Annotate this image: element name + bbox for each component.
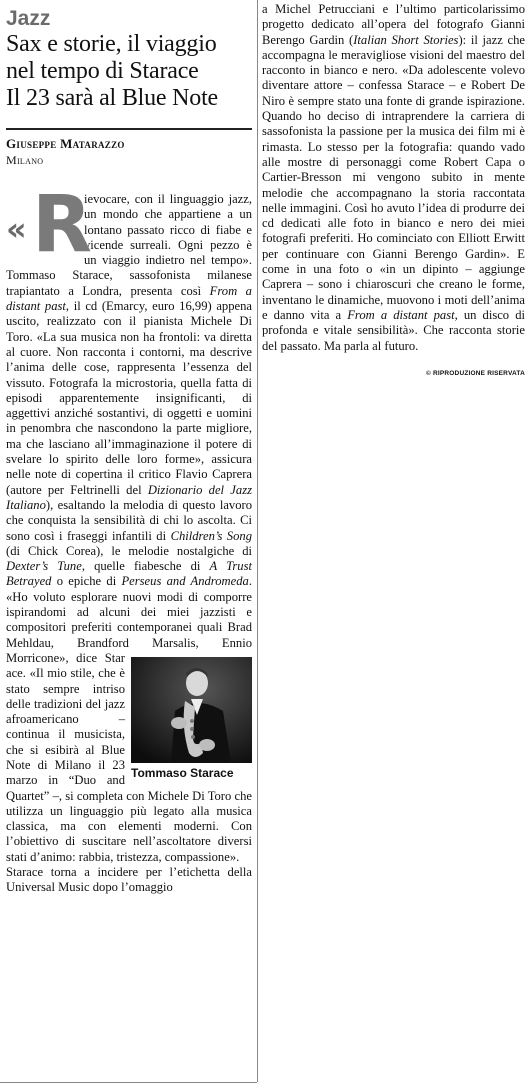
drop-cap <box>6 180 93 270</box>
drop-cap-letter: R <box>32 180 93 270</box>
bottom-rule <box>0 1082 257 1083</box>
article-body-left <box>6 180 252 896</box>
column-divider <box>257 0 258 1082</box>
paragraph: Starace torna a incidere per l’etichetta della Universal Music dopo l’omaggio <box>6 865 252 895</box>
paragraph: ievocare, con il linguaggio jazz, un mondo che appartiene a un lontano passato ricco di fiabe e vicende surreali. Ogni pezzo è un viaggio indietro nel tempo». Tommaso Starace, sassofonista milanese trapiantato a Londra, presenta così From a distant past, il cd (Emarcy, euro 16,99) appena uscito, realizzato con il pianista Michele Di Toro. «La sua musica non ha frontoli: va diretta al cuore. Non racconta i contorni, ma descrive l’anima delle cose, rappresenta l’essenza del vissuto. Fotografa la microstoria, quella fatta di episodi apparentemente insignificanti, di aggettivi anziché sostantivi, di oggetti e uomini in penombra che nascondono la parte migliore, ma che lasciano all’immaginazione il potere di svelare lo spirito delle loro forme», assicura nelle note di copertina il critico Flavio Caprera (autore per Feltrinelli del Dizionario del Jazz Italiano), esaltando la melodia di questo lavoro che conquista la sensibilità di chi lo ascolta. Ci sono così i fraseggi infantili di Children’s Song (di Chick Corea), le melodie nostalgiche di Dexter’s Tune, quelle fiabesche di A Trust Betrayed o epiche di Perseus and Andromeda. «Ho voluto esplorare nuovi modi di comporre ispirandomi ad alcuni dei miei jazzisti e compositori preferiti contemporanei quali Brad Mehldau, Brandford Marsalis, Ennio Morricone», dice Star Tommaso Starace ace. «Il mio stile, che è stato sempre intriso delle tradizioni del jazz afroamericano – continua il musicista, che si esibirà al Blue Note di Milano il 23 marzo in “Duo and Quartet” –, si completa con Michele Di Toro che utilizza un linguaggio più legato alla musica classica, ma con elementi moderni. Con l’obiettivo di suscitare nell’ascoltatore diversi stati d’animo: rabbia, tristezza, compassione». <box>6 192 252 864</box>
musician-photo <box>131 657 252 763</box>
left-column <box>6 0 252 896</box>
right-column <box>262 2 525 381</box>
dateline-city: Milano <box>6 153 44 167</box>
headline-line-1: Sax e storie, il viaggio <box>6 31 217 57</box>
byline-rule <box>6 128 252 130</box>
photo-block <box>131 657 252 781</box>
headline <box>6 31 252 112</box>
saxophonist-image <box>131 657 252 763</box>
headline-line-3: Il 23 sarà al Blue Note <box>6 85 218 111</box>
author-name: Giuseppe Matarazzo <box>6 136 125 151</box>
photo-caption: Tommaso Starace <box>131 765 234 780</box>
paragraph: a Michel Petrucciani e l’ultimo particolarissimo progetto dedicato all’opera del fotografo Gianni Berengo Gardin (Italian Short Stories): il jazz che accompagna le meravigliose visioni del maestro del racconto in bianco e nero. «Da adolescente volevo diventare attore – confessa Starace – e Robert De Niro è sempre stato una fonte di grande ispirazione. Quando ho deciso di intraprendere la carriera di sassofonista la passione per la musica dei film mi è rimasta. Lo stesso per la fotografia: quando vado alle mostre di personaggi come Robert Capa o Cartier-Bresson mi vengono subito in mente melodie che accompagnano la storia raccontata nelle immagini. Così ho avuto l’idea di produrre dei cd dedicati alle foto in bianco e nero dei miei fotografi preferiti. Ho cominciato con Elliott Erwitt per continuare con Gianni Berengo Gardin». E come in una foto o «in un dipinto – aggiunge Caprera – sono i chiaroscuri che creano le forme, inventano le dinamiche, muovono i moti dell’anima e danno vita a From a distant past, un disco di profonda e vitale sensibilità». Che racconta storie del passato. Ma parla al futuro. <box>262 2 525 353</box>
section-label: Jazz <box>6 7 51 30</box>
copyright-credit: © RIPRODUZIONE RISERVATA <box>425 369 525 377</box>
headline-line-2: nel tempo di Starace <box>6 58 199 84</box>
drop-quote-mark: « <box>6 210 27 248</box>
